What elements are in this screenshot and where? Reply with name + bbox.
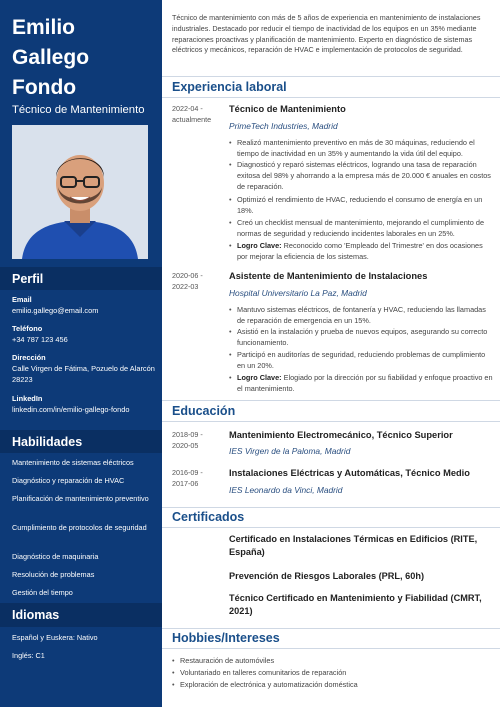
- languages-heading: Idiomas: [0, 603, 162, 627]
- job-date: 2022-04 - actualmente: [172, 104, 212, 124]
- job-bullet: • Asistió en la instalación y prueba de nuevos equipos, asegurando su correcto funcionamiento.: [229, 327, 494, 349]
- skill-item: Diagnóstico de maquinaria: [12, 552, 99, 561]
- certificate-item: Prevención de Riesgos Laborales (PRL, 60h): [229, 571, 425, 581]
- skill-item: Mantenimiento de sistemas eléctricos: [12, 458, 134, 467]
- education-school: IES Virgen de la Paloma, Madrid: [229, 446, 351, 456]
- education-heading: Educación: [172, 404, 236, 418]
- job-bullet: • Mantuvo sistemas eléctricos, de fontanería y HVAC, reduciendo las llamadas de reparación de emergencia en un 15%.: [229, 305, 494, 327]
- job-date: 2020-06 - 2022-03: [172, 271, 203, 291]
- job-title: Técnico de Mantenimiento: [229, 104, 346, 114]
- main-content: [162, 0, 500, 707]
- language-item: Español y Euskera: Nativo: [12, 633, 98, 642]
- hobby-item: • Restauración de automóviles: [172, 656, 492, 667]
- skills-heading: Habilidades: [0, 430, 162, 453]
- section-divider: [162, 628, 500, 629]
- hobby-item: • Exploración de electrónica y automatización doméstica: [172, 680, 492, 691]
- contact-address: Dirección Calle Virgen de Fátima, Pozuelo de Alarcón 28223: [12, 353, 155, 384]
- job-company: Hospital Universitario La Paz, Madrid: [229, 288, 367, 298]
- job-company: PrimeTech Industries, Madrid: [229, 121, 338, 131]
- job-bullet: • Creó un checklist mensual de mantenimiento, mejorando el cumplimiento de normas de seguridad y reduciendo incidentes laborales en un 25%.: [229, 218, 494, 240]
- section-divider: [162, 421, 500, 422]
- job-bullet: • Optimizó el rendimiento de HVAC, reduciendo el consumo de energía en un 18%.: [229, 195, 494, 217]
- contact-phone: Teléfono +34 787 123 456: [12, 324, 68, 344]
- linkedin-link[interactable]: linkedin.com/in/emilio-gallego-fondo: [12, 404, 130, 414]
- section-divider: [162, 527, 500, 528]
- section-divider: [162, 648, 500, 649]
- section-divider: [162, 400, 500, 401]
- contact-email: Email emilio.gallego@email.com: [12, 295, 99, 315]
- education-school: IES Leonardo da Vinci, Madrid: [229, 485, 343, 495]
- skill-item: Resolución de problemas: [12, 570, 95, 579]
- perfil-heading: Perfil: [0, 267, 162, 290]
- section-divider: [162, 507, 500, 508]
- candidate-role: Técnico de Mantenimiento: [12, 104, 145, 116]
- education-title: Mantenimiento Electromecánico, Técnico Superior: [229, 430, 453, 440]
- skill-item: Diagnóstico y reparación de HVAC: [12, 476, 125, 485]
- hobby-item: • Voluntariado en talleres comunitarios de reparación: [172, 668, 492, 679]
- job-bullet: • Participó en auditorías de seguridad, reduciendo problemas de cumplimiento en un 20%.: [229, 350, 494, 372]
- job-key-achievement: • Logro Clave: Reconocido como 'Empleado del Trimestre' en dos ocasiones por mejorar la eficiencia de los sistemas.: [229, 241, 494, 263]
- education-date: 2018-09 - 2020-05: [172, 430, 203, 450]
- profile-photo: [12, 125, 148, 259]
- candidate-name: Emilio Gallego Fondo: [12, 16, 90, 99]
- section-divider: [162, 97, 500, 98]
- job-key-achievement: • Logro Clave: Elogiado por la dirección por su fiabilidad y enfoque proactivo en el mantenimiento.: [229, 373, 494, 395]
- language-item: Inglés: C1: [12, 651, 45, 660]
- skill-item: Cumplimiento de protocolos de seguridad: [12, 523, 147, 532]
- job-title: Asistente de Mantenimiento de Instalaciones: [229, 271, 428, 281]
- education-date: 2016-09 - 2017-06: [172, 468, 203, 488]
- skill-item: Planificación de mantenimiento preventivo: [12, 494, 149, 503]
- section-divider: [162, 76, 500, 77]
- job-bullet: • Realizó mantenimiento preventivo en más de 30 máquinas, reduciendo el tiempo de inactividad en un 35% y aumentando la vida útil del equipo.: [229, 138, 494, 160]
- certificates-heading: Certificados: [172, 510, 245, 524]
- sidebar: [0, 0, 162, 707]
- certificate-item: Certificado en Instalaciones Térmicas en Edificios (RITE, España): [229, 534, 478, 557]
- profile-summary: Técnico de mantenimiento con más de 5 años de experiencia en mantenimiento de instalaciones industriales. Destacado por reducir el tiempo de inactividad de los equipos en un 35% mediante reparaciones proactivas y planificación de mantenimiento. Experto en diagnóstico de sistemas eléctricos y mecánicos, reparación de HVAC e implementación de protocolos de seguridad.: [172, 13, 481, 55]
- contact-linkedin: LinkedIn linkedin.com/in/emilio-gallego-fondo: [12, 394, 130, 414]
- hobbies-heading: Hobbies/Intereses: [172, 631, 280, 645]
- experience-heading: Experiencia laboral: [172, 80, 287, 94]
- job-bullet: • Diagnosticó y reparó sistemas eléctricos, logrando una tasa de reparación exitosa del 98% y ahorrando a la empresa más de 20.000 € anuales en costos de reparación.: [229, 160, 494, 192]
- email-link[interactable]: emilio.gallego@email.com: [12, 305, 99, 315]
- certificate-item: Técnico Certificado en Mantenimiento y Fiabilidad (CMRT, 2021): [229, 593, 482, 616]
- education-title: Instalaciones Eléctricas y Automáticas, Técnico Medio: [229, 468, 470, 478]
- skill-item: Gestión del tiempo: [12, 588, 73, 597]
